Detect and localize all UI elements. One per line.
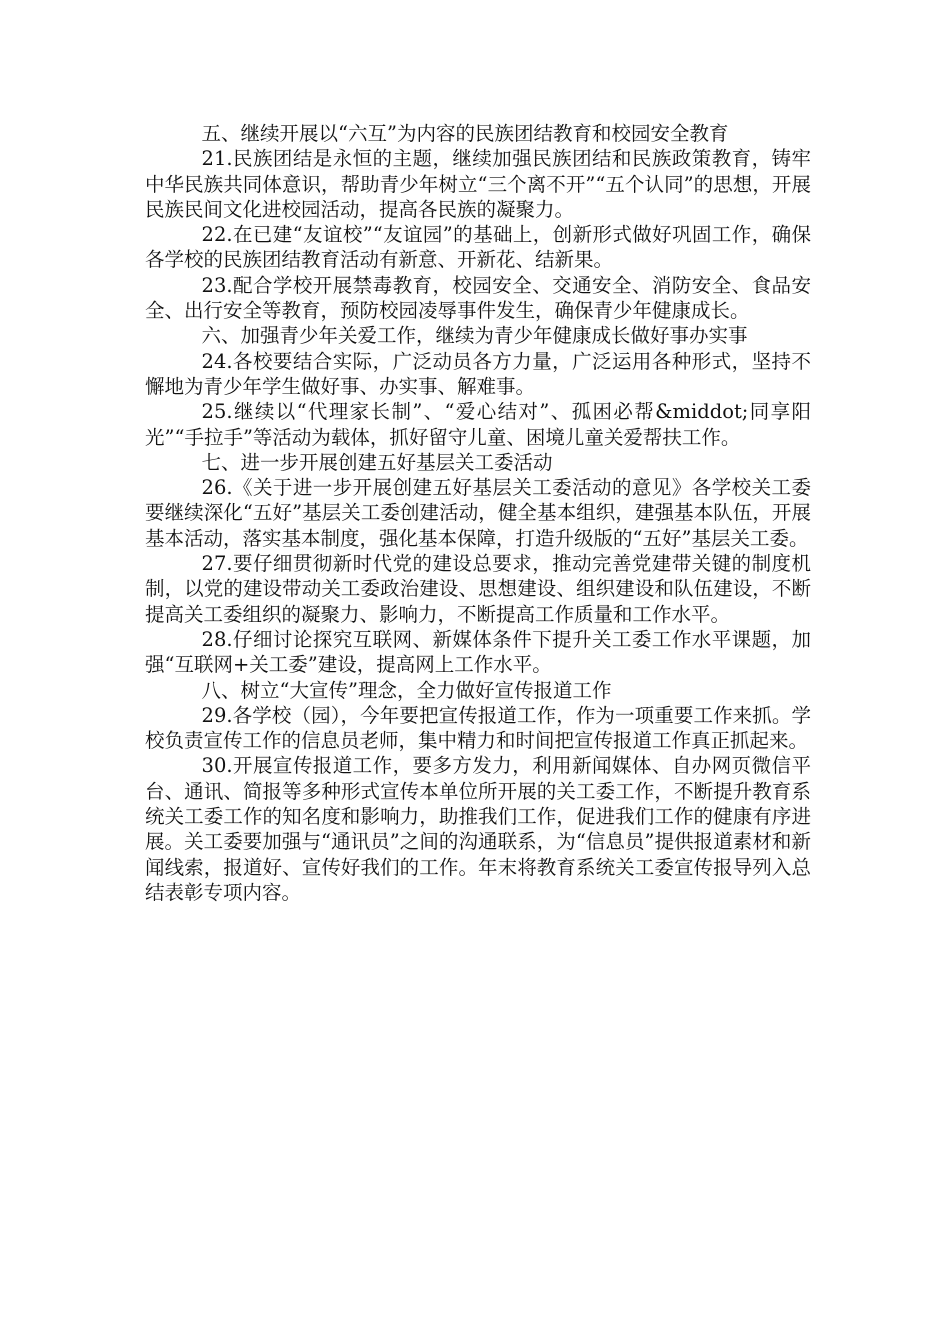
paragraph-22: 22.在已建“友谊校”“友谊园”的基础上，创新形式做好巩固工作，确保各学校的民族团结教育活动有新意、开新花、结新果。 xyxy=(145,223,811,272)
paragraph-21: 21.民族团结是永恒的主题，继续加强民族团结和民族政策教育，铸牢中华民族共同体意识，帮助青少年树立“三个离不开”“五个认同”的思想，开展民族民间文化进校园活动，提高各民族的凝聚力。 xyxy=(145,147,811,221)
paragraph-23: 23.配合学校开展禁毒教育，校园安全、交通安全、消防安全、食品安全、出行安全等教育，预防校园凌辱事件发生，确保青少年健康成长。 xyxy=(145,273,811,323)
paragraph-27: 27.要仔细贯彻新时代党的建设总要求，推动完善党建带关键的制度机制，以党的建设带动关工委政治建设、思想建设、组织建设和队伍建设，不断提高关工委组织的凝聚力、影响力，不断提高工作质量和工作水平。 xyxy=(145,552,811,626)
paragraph-24: 24.各校要结合实际，广泛动员各方力量，广泛运用各种形式，坚持不懈地为青少年学生做好事、办实事、解难事。 xyxy=(145,349,811,398)
section-heading-8: 八、树立“大宣传”理念，全力做好宣传报道工作 xyxy=(201,678,612,702)
paragraph-25: 25.继续以“代理家长制”、“爱心结对”、孤困必帮&middot;同享阳光”“手拉手”等活动为载体，抓好留守儿童、困境儿童关爱帮扶工作。 xyxy=(145,400,811,449)
paragraph-29: 29.各学校（园），今年要把宣传报道工作，作为一项重要工作来抓。学校负责宣传工作的信息员老师，集中精力和时间把宣传报道工作真正抓起来。 xyxy=(145,703,811,753)
section-heading-5: 五、继续开展以“六互”为内容的民族团结教育和校园安全教育 xyxy=(201,122,729,145)
document-page xyxy=(145,121,811,905)
section-heading-7: 七、进一步开展创建五好基层关工委活动 xyxy=(201,450,553,474)
paragraph-26: 26.《关于进一步开展创建五好基层关工委活动的意见》各学校关工委要继续深化“五好”基层关工委创建活动，健全基本组织，建强基本队伍，开展基本活动，落实基本制度，强化基本保障，打造升级版的“五好”基层关工委。 xyxy=(145,476,811,550)
paragraph-30: 30.开展宣传报道工作，要多方发力，利用新闻媒体、自办网页微信平台、通讯、简报等多种形式宣传本单位所开展的关工委工作，不断提升教育系统关工委工作的知名度和影响力，助推我们工作，促进我们工作的健康有序进展。关工委要加强与“通讯员”之间的沟通联系，为“信息员”提供报道素材和新闻线索，报道好、宣传好我们的工作。年末将教育系统关工委宣传报导列入总结表彰专项内容。 xyxy=(145,754,811,904)
paragraph-28: 28.仔细讨论探究互联网、新媒体条件下提升关工委工作水平课题，加强“互联网+关工委”建设，提高网上工作水平。 xyxy=(145,627,811,677)
section-heading-6: 六、加强青少年关爱工作，继续为青少年健康成长做好事办实事 xyxy=(201,324,748,348)
